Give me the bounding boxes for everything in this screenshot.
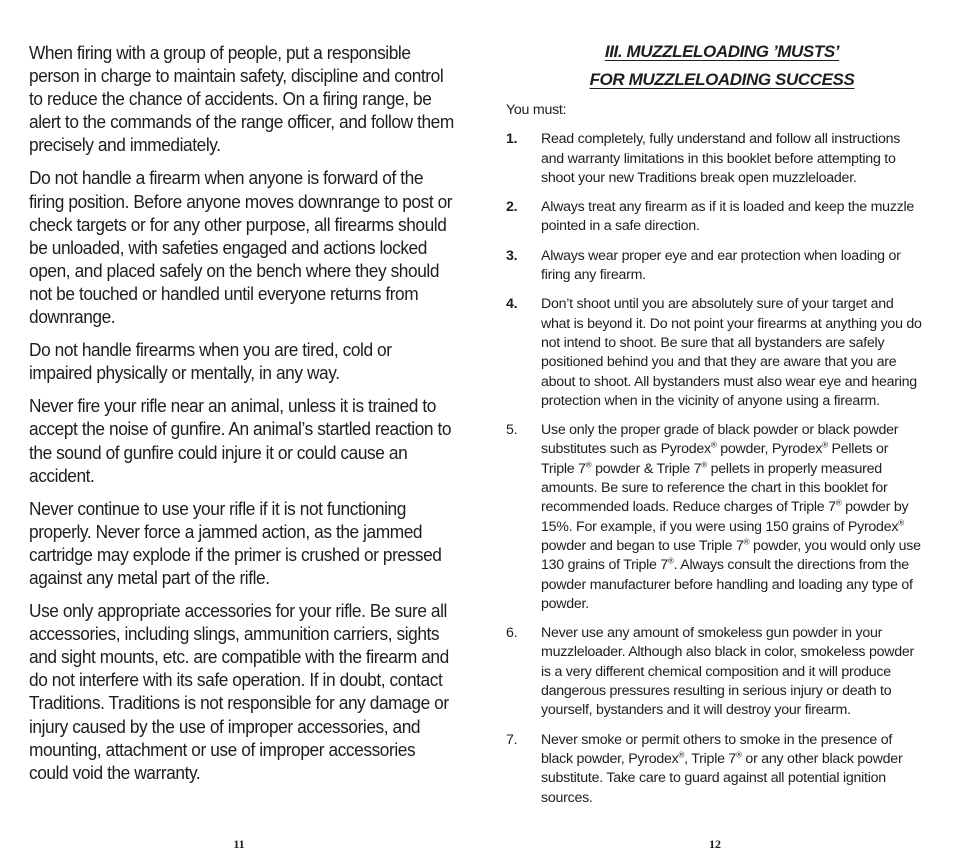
list-item-text: Never use any amount of smokeless gun powder in your muzzleloader. Although also black in color, smokeless powder is a very different chemical composition and it will produce dangerous pressures resulting in serious injury or death to yourself, bystanders and it will destroy your firearm. xyxy=(541,625,914,719)
musts-list-container xyxy=(506,101,924,818)
list-item-text: Never smoke or permit others to smoke in the presence of black powder, Pyrodex®, Triple 7® or any other black powder substitute. Take care to guard against all potential ignition sources. xyxy=(541,731,903,806)
list-item-text: Always treat any firearm as if it is loaded and keep the muzzle pointed in a safe direction. xyxy=(541,199,915,235)
list-item-number: 1. xyxy=(506,131,518,148)
list-item xyxy=(506,198,924,237)
list-item-text: Read completely, fully understand and follow all instructions and warranty limitations in this booklet before attempting to shoot your new Traditions break open muzzleloader. xyxy=(541,131,901,186)
page-number: 12 xyxy=(709,837,721,851)
list-item xyxy=(506,247,924,286)
right-page xyxy=(477,0,954,868)
list-item-number: 5. xyxy=(506,422,518,439)
list-item xyxy=(506,421,924,614)
list-item-number: 7. xyxy=(506,731,518,748)
list-intro: You must: xyxy=(506,102,567,118)
left-paragraph: Never continue to use your rifle if it is not functioning properly. Never force a jammed action, as the jammed cartridge may explode if the primer is crushed or pressed against any metal part of the rifle. xyxy=(29,497,442,588)
list-item xyxy=(506,731,924,808)
left-paragraph: Do not handle a firearm when anyone is forward of the firing position. Before anyone moves downrange to post or check targets or for any other purpose, all firearms should be unloaded, with safeties engaged and actions locked open, and placed safely on the bench where they should not be touched or handled until everyone returns from downrange. xyxy=(29,167,453,328)
section-subheading xyxy=(572,70,872,90)
page-number: 11 xyxy=(233,837,245,851)
list-item xyxy=(506,295,924,411)
list-item xyxy=(506,130,924,188)
list-item-text: Always wear proper eye and ear protection when loading or firing any firearm. xyxy=(541,247,901,284)
left-paragraph: When firing with a group of people, put a responsible person in charge to maintain safety, discipline and control to reduce the chance of accidents. On a firing range, be alert to the commands of the range officer, and follow them precisely and immediately. xyxy=(29,42,454,156)
left-body-text xyxy=(29,41,457,794)
list-item-text: Don’t shoot until you are absolutely sure of your target and what is beyond it. Do not point your firearms at anything you do not intend to shoot. Be sure that all bystanders are safely positioned behind you and that they are aware that you are about to shoot. All bystanders must also wear eye and hearing protection when in the vicinity of anyone using a firearm. xyxy=(541,296,922,409)
list-item-number: 3. xyxy=(506,247,518,264)
section-heading-line-1: III. MUZZLELOADING ’MUSTS’ xyxy=(604,42,840,61)
left-paragraph: Do not handle firearms when you are tired, cold or impaired physically or mentally, in any way. xyxy=(29,339,392,384)
list-item-text: Use only the proper grade of black powder or black powder substitutes such as Pyrodex® powder, Pyrodex® Pellets or Triple 7® powder & Triple 7® pellets in properly measured amounts. Be sure to reference the chart in this booklet for recommended loads. Reduce charges of Triple 7® powder by 15%. For example, if you were using 150 grains of Pyrodex® powder and began to use Triple 7® powder, you would only use 130 grains of Triple 7®. Always consult the directions from the powder manufacturer before handling and loading any type of powder. xyxy=(541,422,921,612)
list-item-number: 4. xyxy=(506,296,518,313)
list-item-number: 6. xyxy=(506,625,518,642)
list-item xyxy=(506,624,924,720)
left-paragraph: Never fire your rifle near an animal, unless it is trained to accept the noise of gunfire. An animal’s startled reaction to the sound of gunfire could injure it or could cause an accident. xyxy=(29,395,452,486)
section-heading-line-2: FOR MUZZLELOADING SUCCESS xyxy=(589,70,855,89)
section-heading xyxy=(572,42,872,62)
list-item-number: 2. xyxy=(506,199,518,216)
left-paragraph: Use only appropriate accessories for your rifle. Be sure all accessories, including slings, ammunition carriers, sights and sight mounts, etc. are compatible with the firearm and do not interfere with its safe operation. If in doubt, contact Traditions. Traditions is not responsible for any damage or injury caused by the use of improper accessories, and mounting, attachment or use of improper accessories could void the warranty. xyxy=(29,600,449,783)
